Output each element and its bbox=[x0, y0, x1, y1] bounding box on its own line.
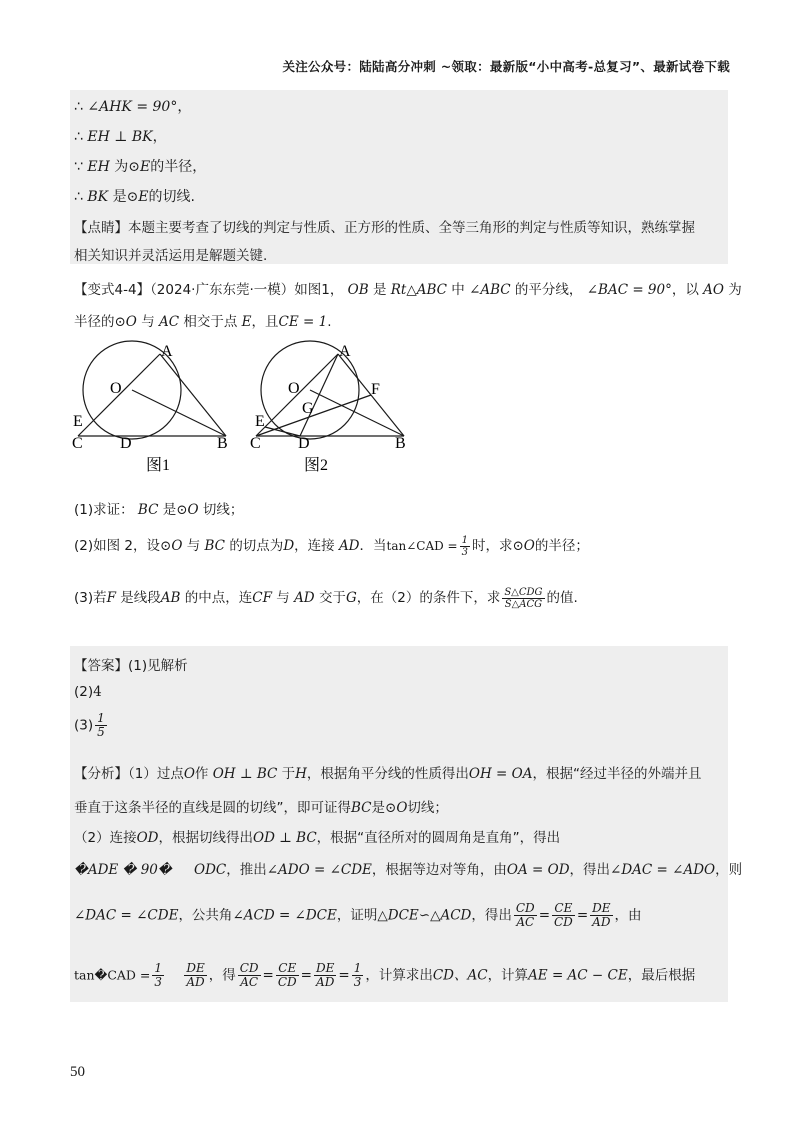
math: AC bbox=[158, 314, 180, 330]
segment-ob bbox=[132, 390, 226, 436]
proof-line-2 bbox=[74, 126, 167, 146]
text: 半径的 bbox=[74, 314, 115, 330]
math: ⊙O bbox=[114, 314, 137, 330]
text: 时，求 bbox=[472, 538, 513, 554]
math: OB bbox=[347, 282, 369, 298]
text: 与 bbox=[276, 590, 290, 606]
denominator: 5 bbox=[97, 725, 105, 739]
math: ∠DAC = ∠CDE bbox=[74, 907, 179, 924]
text: 的平分线， bbox=[514, 282, 583, 298]
punct: ， bbox=[152, 129, 167, 145]
text: (1)求证： bbox=[74, 502, 134, 518]
math: �ADE � 90� bbox=[74, 862, 172, 878]
text: 的中点，连 bbox=[184, 590, 253, 606]
text: 的切点为 bbox=[229, 538, 284, 554]
proof-math: ∠AHK = 90° bbox=[87, 99, 178, 115]
label-e: E bbox=[73, 413, 83, 430]
figure-2-caption: 图2 bbox=[304, 457, 329, 474]
text: 是 bbox=[371, 800, 386, 816]
page-header: 关注公众号：陆陆高分冲刺 ~领取：最新版“小中高考-总复习”、最新试卷下载 bbox=[282, 59, 730, 74]
math: AO bbox=[703, 282, 724, 298]
text: ，推出 bbox=[226, 862, 267, 878]
text: ，根据角平分线的性质得出 bbox=[306, 766, 469, 782]
math: BC bbox=[204, 538, 226, 554]
math: OH ⊥ BC bbox=[212, 766, 278, 782]
solution-block-top bbox=[70, 90, 728, 264]
proof-math: EH bbox=[87, 159, 110, 175]
text: 【分析】（1）过点 bbox=[74, 766, 184, 782]
text: ，公共角 bbox=[178, 907, 233, 924]
denominator: AD bbox=[186, 975, 205, 989]
text: （2）连接 bbox=[74, 830, 137, 846]
math: ∠ACD = ∠DCE bbox=[232, 907, 337, 924]
text: 与 bbox=[186, 538, 201, 554]
fraction bbox=[95, 712, 107, 739]
answer-2 bbox=[74, 684, 102, 700]
comment-line-1: 【点睛】本题主要考查了切线的判定与性质、正方形的性质、全等三角形的判定与性质等知识，熟练掌握 bbox=[74, 220, 695, 236]
math: CD、AC bbox=[432, 967, 488, 984]
text: ，得 bbox=[208, 967, 236, 984]
analysis-line-4 bbox=[74, 858, 742, 878]
label-o: O bbox=[110, 380, 122, 397]
figure-2 bbox=[248, 340, 418, 480]
segment-ad bbox=[300, 354, 338, 436]
denominator: CD bbox=[277, 975, 297, 989]
math: tan∠CAD = bbox=[386, 539, 458, 553]
analysis-line-6: tan�CAD = $\frac{1}{3}$ $\frac{DE}{AD}$ ，得 $\frac{CD}{AC}$ = $\frac{CE}{CD}$ = $\frac{DE}{AD}$ = $\frac{1}{3}$ ，计算求出CD、AC，计算AE = AC − CE，最后根据 bbox=[74, 961, 696, 989]
math: ⊙O bbox=[512, 538, 535, 554]
math: OD bbox=[136, 830, 159, 846]
math: ⊙O bbox=[160, 538, 183, 554]
comment-line-2: 相关知识并灵活运用是解题关键. bbox=[74, 248, 268, 264]
math: G bbox=[345, 590, 357, 606]
proof-math: BK bbox=[87, 189, 109, 205]
answer-3 bbox=[74, 712, 109, 739]
proof-text: 的半径， bbox=[150, 159, 207, 175]
problem-line-1 bbox=[74, 278, 742, 298]
text: 垂直于这条半径的直线是圆的切线”，即可证得 bbox=[74, 800, 351, 816]
numerator: CD bbox=[239, 961, 259, 975]
math: CE = 1 bbox=[278, 314, 328, 330]
fraction bbox=[514, 902, 537, 929]
numerator: 1 bbox=[154, 961, 163, 975]
denominator: AD bbox=[592, 915, 611, 929]
segment-ob bbox=[310, 390, 404, 436]
label-f: F bbox=[371, 381, 380, 398]
fraction bbox=[460, 535, 470, 558]
text: (2)如图 2，设 bbox=[74, 538, 161, 554]
text: 的值. bbox=[546, 590, 578, 606]
math: ∠BAC = 90° bbox=[586, 282, 672, 298]
label-c: C bbox=[72, 435, 83, 452]
because-symbol: ∵ bbox=[74, 159, 83, 175]
fraction bbox=[314, 962, 336, 989]
numerator: 1 bbox=[353, 961, 362, 975]
analysis-line-5: ∠DAC = ∠CDE，公共角∠ACD = ∠DCE，证明△DCE∽△ACD，得出 $\frac{CD}{AC}$ = $\frac{CE}{CD}$ = $\frac{DE}{AD}$ ，由 bbox=[74, 901, 642, 929]
fraction bbox=[152, 962, 164, 989]
label-b: B bbox=[395, 435, 406, 452]
therefore-symbol: ∴ bbox=[74, 99, 83, 115]
denominator: AD bbox=[316, 975, 335, 989]
math: △DCE∽△ACD bbox=[377, 907, 472, 924]
text: ，得出 bbox=[569, 862, 611, 878]
math: O bbox=[183, 766, 195, 782]
analysis-line-1 bbox=[74, 762, 701, 782]
text: ，且 bbox=[251, 314, 279, 330]
proof-text: 的切线. bbox=[148, 189, 195, 205]
text: ，根据切线得出 bbox=[158, 830, 253, 846]
problem-tag: 【变式4-4】 bbox=[74, 282, 151, 298]
text: ，最后根据 bbox=[627, 967, 696, 984]
label-c: C bbox=[250, 435, 261, 452]
segment-ab bbox=[160, 354, 226, 436]
text: . bbox=[327, 314, 332, 330]
text: ．当 bbox=[359, 538, 387, 554]
proof-math: ⊙E bbox=[128, 159, 151, 175]
denominator: AC bbox=[516, 915, 535, 929]
therefore-symbol: ∴ bbox=[74, 189, 83, 205]
numerator: DE bbox=[186, 961, 205, 975]
denominator: 3 bbox=[353, 975, 362, 989]
math: BC bbox=[137, 502, 159, 518]
therefore-symbol: ∴ bbox=[74, 129, 83, 145]
numerator: DE bbox=[315, 961, 335, 975]
proof-math: ⊙E bbox=[126, 189, 149, 205]
figure-1 bbox=[70, 340, 240, 480]
proof-line-3 bbox=[74, 156, 206, 176]
text: ，根据“经过半径的外端并且 bbox=[532, 766, 702, 782]
text: ，计算求出 bbox=[365, 967, 433, 984]
math: ⊙O bbox=[385, 800, 408, 816]
text: (3)若 bbox=[74, 590, 107, 606]
math: ∠ADO = ∠CDE bbox=[266, 862, 372, 878]
math: Rt△ABC bbox=[390, 282, 447, 298]
figure-1-caption: 图1 bbox=[146, 457, 171, 474]
text: 交于 bbox=[318, 590, 346, 606]
text: 是线段 bbox=[120, 590, 161, 606]
numerator: DE bbox=[592, 901, 611, 915]
numerator: 1 bbox=[97, 711, 105, 725]
solution-block-bottom bbox=[70, 646, 728, 1002]
analysis-line-3 bbox=[74, 826, 560, 846]
question-1 bbox=[74, 498, 243, 518]
math: H bbox=[295, 766, 307, 782]
text: 于 bbox=[281, 766, 296, 782]
label-d: D bbox=[120, 435, 132, 452]
label-e: E bbox=[255, 413, 265, 430]
math: OH = OA bbox=[468, 766, 533, 782]
proof-line-1 bbox=[74, 96, 191, 116]
question-3 bbox=[74, 586, 578, 610]
analysis-line-2 bbox=[74, 796, 448, 816]
text: 与 bbox=[141, 314, 155, 330]
text: 的半径； bbox=[534, 538, 589, 554]
denominator: S△ACG bbox=[504, 598, 543, 610]
math: D bbox=[283, 538, 295, 554]
math: AB bbox=[160, 590, 181, 606]
label-o: O bbox=[288, 380, 300, 397]
math: E bbox=[241, 314, 252, 330]
fraction bbox=[184, 962, 206, 989]
proof-line-4 bbox=[74, 186, 195, 206]
math: tan�CAD = bbox=[74, 967, 151, 983]
text: (2) bbox=[74, 684, 94, 700]
math: ∠DAC = ∠ADO bbox=[610, 862, 716, 878]
numerator: CD bbox=[515, 901, 535, 915]
math: AD bbox=[338, 538, 360, 554]
proof-text: 为 bbox=[114, 159, 129, 175]
text: 是 bbox=[162, 502, 177, 518]
denominator: CD bbox=[554, 915, 573, 929]
text: (3) bbox=[74, 717, 94, 734]
text: ，得出 bbox=[471, 907, 512, 924]
text: ，根据等边对等角，由 bbox=[371, 862, 507, 878]
text: 切线； bbox=[407, 800, 448, 816]
text: ，证明 bbox=[336, 907, 378, 924]
math: AD bbox=[294, 590, 315, 606]
fraction bbox=[276, 962, 299, 989]
question-2 bbox=[74, 534, 589, 558]
label-d: D bbox=[298, 435, 310, 452]
fraction bbox=[552, 902, 575, 929]
text: 中 bbox=[451, 282, 465, 298]
numerator: 1 bbox=[461, 534, 468, 546]
area-ratio-fraction bbox=[502, 587, 544, 610]
math: ODC bbox=[194, 862, 227, 878]
text: ，以 bbox=[671, 282, 699, 298]
text: ，连接 bbox=[294, 538, 335, 554]
label-a: A bbox=[161, 343, 173, 360]
math: CF bbox=[252, 590, 272, 606]
denominator: AC bbox=[240, 975, 259, 989]
numerator: S△CDG bbox=[504, 586, 543, 598]
math: BC bbox=[351, 800, 372, 816]
proof-math: EH ⊥ BK bbox=[87, 129, 153, 145]
math: OD ⊥ BC bbox=[253, 830, 317, 846]
math: OA = OD bbox=[506, 862, 570, 878]
denominator: 3 bbox=[154, 975, 163, 989]
text: 切线； bbox=[202, 502, 244, 518]
fraction bbox=[352, 962, 364, 989]
text: ，根据“直径所对的圆周角是直角”，得出 bbox=[316, 830, 561, 846]
text: ，则 bbox=[715, 862, 743, 878]
problem-line-2 bbox=[74, 310, 332, 330]
fraction bbox=[238, 962, 261, 989]
text: 是 bbox=[372, 282, 387, 298]
math: 4 bbox=[93, 684, 102, 700]
punct: ， bbox=[177, 99, 192, 115]
math: ∠ABC bbox=[469, 282, 511, 298]
denominator: 3 bbox=[461, 546, 468, 558]
label-a: A bbox=[339, 343, 351, 360]
math: ⊙O bbox=[176, 502, 199, 518]
text: ，由 bbox=[614, 907, 642, 924]
proof-text: 是 bbox=[112, 189, 127, 205]
numerator: CE bbox=[276, 962, 299, 976]
problem-source: （2024·广东东莞·一模）如图1， bbox=[150, 282, 344, 298]
page-number: 50 bbox=[70, 1064, 85, 1080]
text: 相交于点 bbox=[183, 314, 238, 330]
math: AE = AC − CE bbox=[528, 967, 628, 984]
math: F bbox=[106, 590, 116, 606]
text: ，在（2）的条件下，求 bbox=[356, 590, 501, 606]
text: 为 bbox=[728, 282, 742, 298]
text: ，计算 bbox=[487, 967, 529, 984]
numerator: CE bbox=[552, 902, 575, 916]
label-b: B bbox=[217, 435, 228, 452]
fraction bbox=[590, 902, 612, 929]
answer-1: 【答案】(1)见解析 bbox=[74, 658, 188, 674]
text: 作 bbox=[194, 766, 209, 782]
label-g: G bbox=[302, 400, 314, 417]
